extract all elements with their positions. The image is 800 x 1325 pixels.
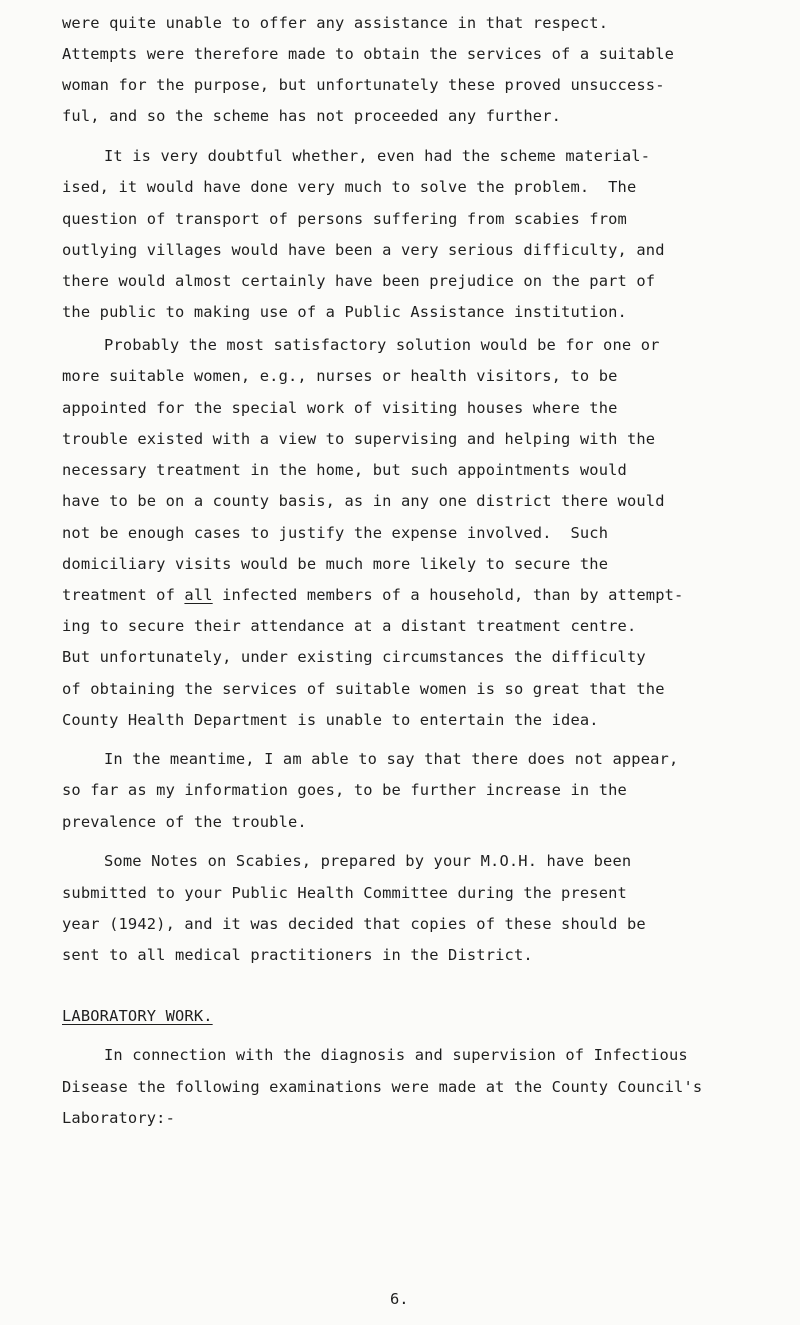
text-line: Probably the most satisfactory solution would be for one or [104,336,660,354]
text-line: ful, and so the scheme has not proceeded any further. [62,107,562,125]
text-line: there would almost certainly have been prejudice on the part of [62,272,656,290]
text-segment: infected members of a household, than by attempt- [212,586,684,604]
text-line: prevalence of the trouble. [62,813,307,831]
text-line: Some Notes on Scabies, prepared by your M.O.H. have been [104,852,632,870]
section-heading: LABORATORY WORK. [62,1007,213,1025]
text-line: But unfortunately, under existing circumstances the difficulty [62,648,646,666]
text-line: domiciliary visits would be much more likely to secure the [62,555,609,573]
text-line: trouble existed with a view to supervising and helping with the [62,430,656,448]
text-line: submitted to your Public Health Committee during the present [62,884,627,902]
text-line: Attempts were therefore made to obtain the services of a suitable [62,45,675,63]
text-line: Laboratory:- [62,1109,175,1127]
text-line: ing to secure their attendance at a distant treatment centre. [62,617,637,635]
text-line: were quite unable to offer any assistance in that respect. [62,14,609,32]
text-line: appointed for the special work of visiting houses where the [62,399,618,417]
text-line: ised, it would have done very much to solve the problem. The [62,178,637,196]
text-line: County Health Department is unable to entertain the idea. [62,711,599,729]
text-line: In the meantime, I am able to say that there does not appear, [104,750,679,768]
text-line: necessary treatment in the home, but such appointments would [62,461,627,479]
text-line: not be enough cases to justify the expense involved. Such [62,524,609,542]
text-line: question of transport of persons suffering from scabies from [62,210,627,228]
text-line: more suitable women, e.g., nurses or health visitors, to be [62,367,618,385]
text-line: sent to all medical practitioners in the District. [62,946,533,964]
emphasized-word: all [184,586,213,604]
text-line: so far as my information goes, to be further increase in the [62,781,627,799]
text-segment: treatment of [62,586,185,604]
text-line: It is very doubtful whether, even had the scheme material- [104,147,651,165]
text-line: outlying villages would have been a very serious difficulty, and [62,241,665,259]
text-line-with-emphasis [62,585,683,605]
text-line: year (1942), and it was decided that copies of these should be [62,915,646,933]
page-number: 6. [390,1290,409,1308]
text-line: woman for the purpose, but unfortunately these proved unsuccess- [62,76,665,94]
text-line: Disease the following examinations were made at the County Council's [62,1078,703,1096]
text-line: In connection with the diagnosis and supervision of Infectious [104,1046,688,1064]
text-line: of obtaining the services of suitable women is so great that the [62,680,665,698]
text-line: the public to making use of a Public Assistance institution. [62,303,627,321]
text-line: have to be on a county basis, as in any one district there would [62,492,665,510]
